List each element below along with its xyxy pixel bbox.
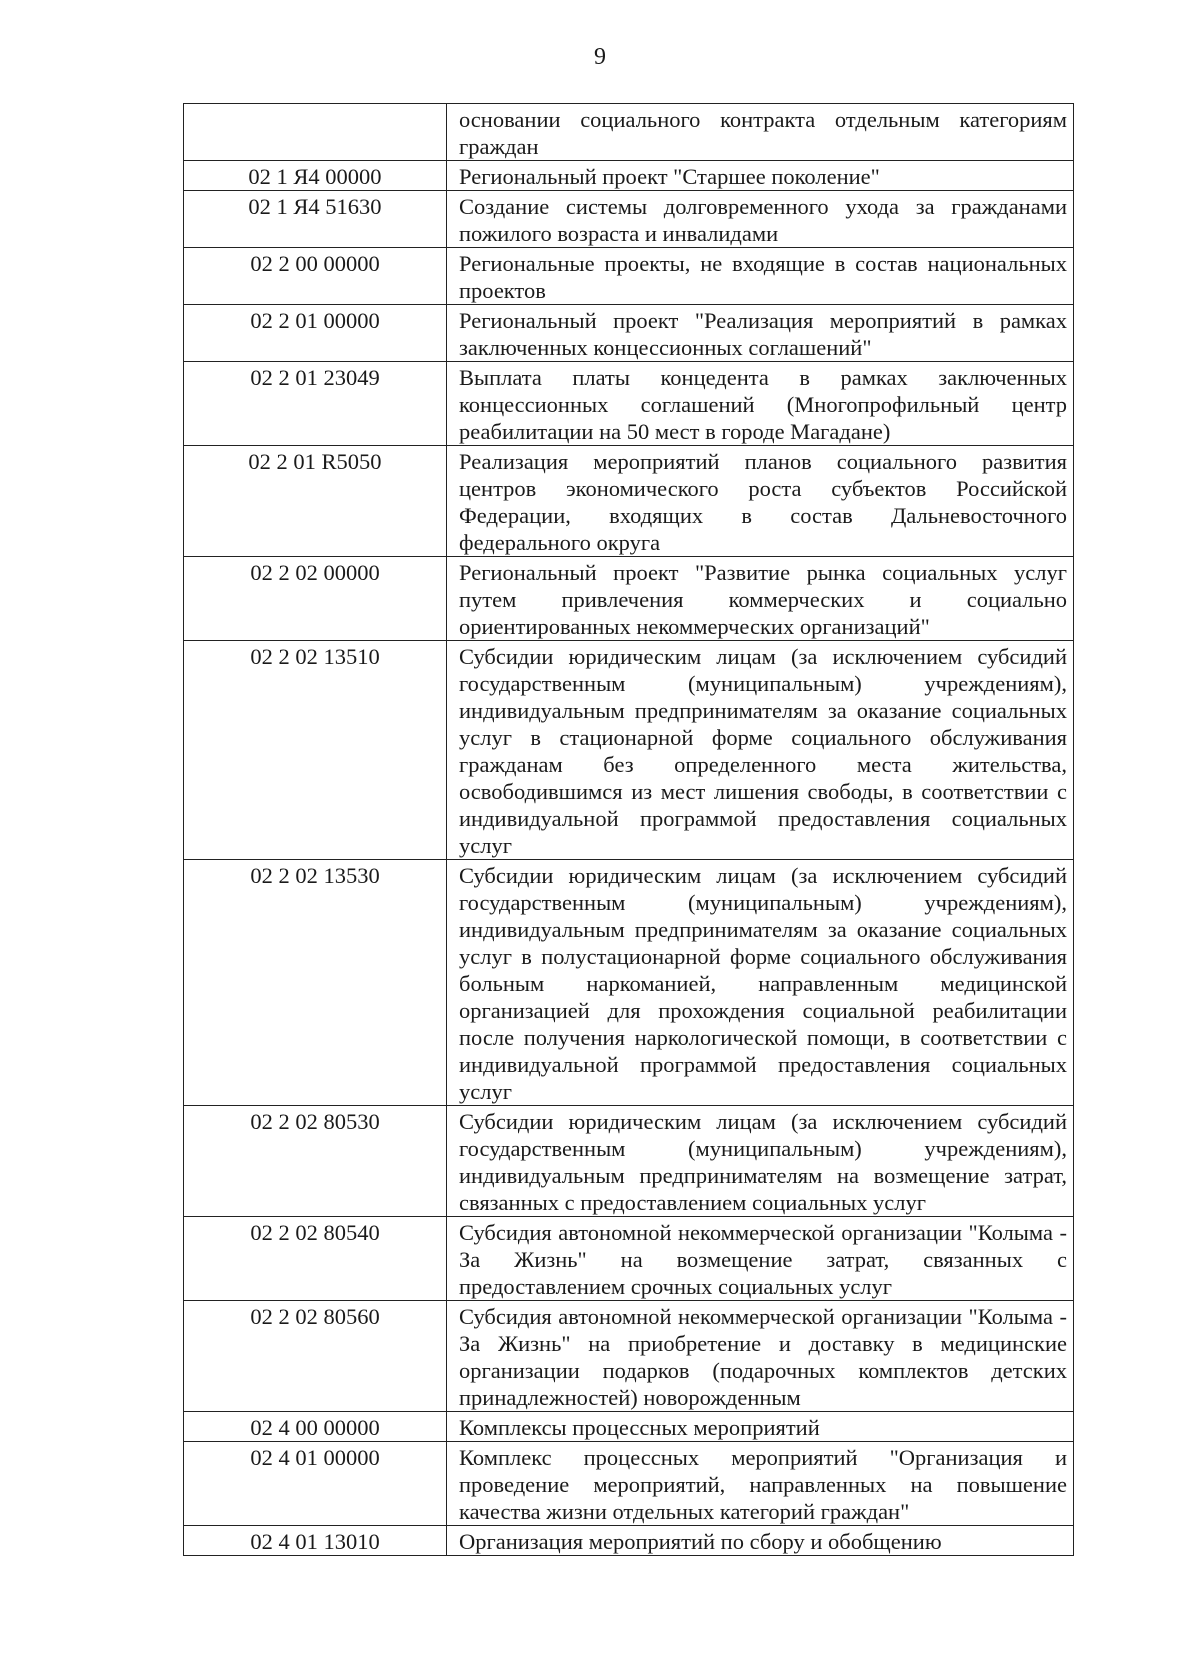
code-cell: 02 2 02 80560: [184, 1301, 447, 1412]
description-cell: Субсидии юридическим лицам (за исключением субсидий государственным (муниципальным) учреждениям), индивидуальным предпринимателям на возмещение затрат, связанных с предоставлением социальных услуг: [447, 1106, 1074, 1217]
description-cell: Реализация мероприятий планов социального развития центров экономического роста субъектов Российской Федерации, входящих в состав Дальневосточного федерального округа: [447, 446, 1074, 557]
table-row: [184, 161, 1074, 191]
code-cell: 02 2 02 80540: [184, 1217, 447, 1301]
table-row: [184, 641, 1074, 860]
table-row: [184, 362, 1074, 446]
code-cell: 02 2 00 00000: [184, 248, 447, 305]
description-cell: Выплата платы концедента в рамках заключенных концессионных соглашений (Многопрофильный центр реабилитации на 50 мест в городе Магадане): [447, 362, 1074, 446]
description-cell: Комплексы процессных мероприятий: [447, 1412, 1074, 1442]
code-cell: 02 4 01 13010: [184, 1526, 447, 1556]
code-cell: 02 2 02 80530: [184, 1106, 447, 1217]
description-cell: Субсидии юридическим лицам (за исключением субсидий государственным (муниципальным) учреждениям), индивидуальным предпринимателям за оказание социальных услуг в стационарной форме социального обслуживания гражданам без определенного места жительства, освободившимся из мест лишения свободы, в соответствии с индивидуальной программой предоставления социальных услуг: [447, 641, 1074, 860]
description-cell: Создание системы долговременного ухода за гражданами пожилого возраста и инвалидами: [447, 191, 1074, 248]
description-cell: основании социального контракта отдельным категориям граждан: [447, 104, 1074, 161]
description-cell: Региональный проект "Развитие рынка социальных услуг путем привлечения коммерческих и социально ориентированных некоммерческих организаций": [447, 557, 1074, 641]
table-row: [184, 1412, 1074, 1442]
code-cell: 02 2 01 R5050: [184, 446, 447, 557]
budget-classification-table: [183, 103, 1074, 1556]
table-row: [184, 191, 1074, 248]
table-row: [184, 446, 1074, 557]
description-cell: Организация мероприятий по сбору и обобщению: [447, 1526, 1074, 1556]
table-row: [184, 104, 1074, 161]
table-row: [184, 1106, 1074, 1217]
table-row: [184, 1301, 1074, 1412]
description-cell: Региональный проект "Старшее поколение": [447, 161, 1074, 191]
table-row: [184, 860, 1074, 1106]
table-row: [184, 1217, 1074, 1301]
description-cell: Субсидии юридическим лицам (за исключением субсидий государственным (муниципальным) учреждениям), индивидуальным предпринимателям за оказание социальных услуг в полустационарной форме социального обслуживания больным наркоманией, направленным медицинской организацией для прохождения социальной реабилитации после получения наркологической помощи, в соответствии с индивидуальной программой предоставления социальных услуг: [447, 860, 1074, 1106]
code-cell: 02 2 01 23049: [184, 362, 447, 446]
table-row: [184, 248, 1074, 305]
code-cell: 02 2 01 00000: [184, 305, 447, 362]
code-cell: 02 1 Я4 00000: [184, 161, 447, 191]
description-cell: Региональные проекты, не входящие в состав национальных проектов: [447, 248, 1074, 305]
code-cell: [184, 104, 447, 161]
description-cell: Комплекс процессных мероприятий "Организация и проведение мероприятий, направленных на повышение качества жизни отдельных категорий граждан": [447, 1442, 1074, 1526]
description-cell: Субсидия автономной некоммерческой организации "Колыма - За Жизнь" на приобретение и доставку в медицинские организации подарков (подарочных комплектов детских принадлежностей) новорожденным: [447, 1301, 1074, 1412]
code-cell: 02 4 01 00000: [184, 1442, 447, 1526]
description-cell: Региональный проект "Реализация мероприятий в рамках заключенных концессионных соглашений": [447, 305, 1074, 362]
table-row: [184, 1526, 1074, 1556]
table-row: [184, 557, 1074, 641]
code-cell: 02 2 02 00000: [184, 557, 447, 641]
code-cell: 02 4 00 00000: [184, 1412, 447, 1442]
code-cell: 02 1 Я4 51630: [184, 191, 447, 248]
code-cell: 02 2 02 13510: [184, 641, 447, 860]
code-cell: 02 2 02 13530: [184, 860, 447, 1106]
page-number: 9: [594, 44, 606, 70]
description-cell: Субсидия автономной некоммерческой организации "Колыма - За Жизнь" на возмещение затрат, связанных с предоставлением срочных социальных услуг: [447, 1217, 1074, 1301]
table-row: [184, 1442, 1074, 1526]
table-row: [184, 305, 1074, 362]
